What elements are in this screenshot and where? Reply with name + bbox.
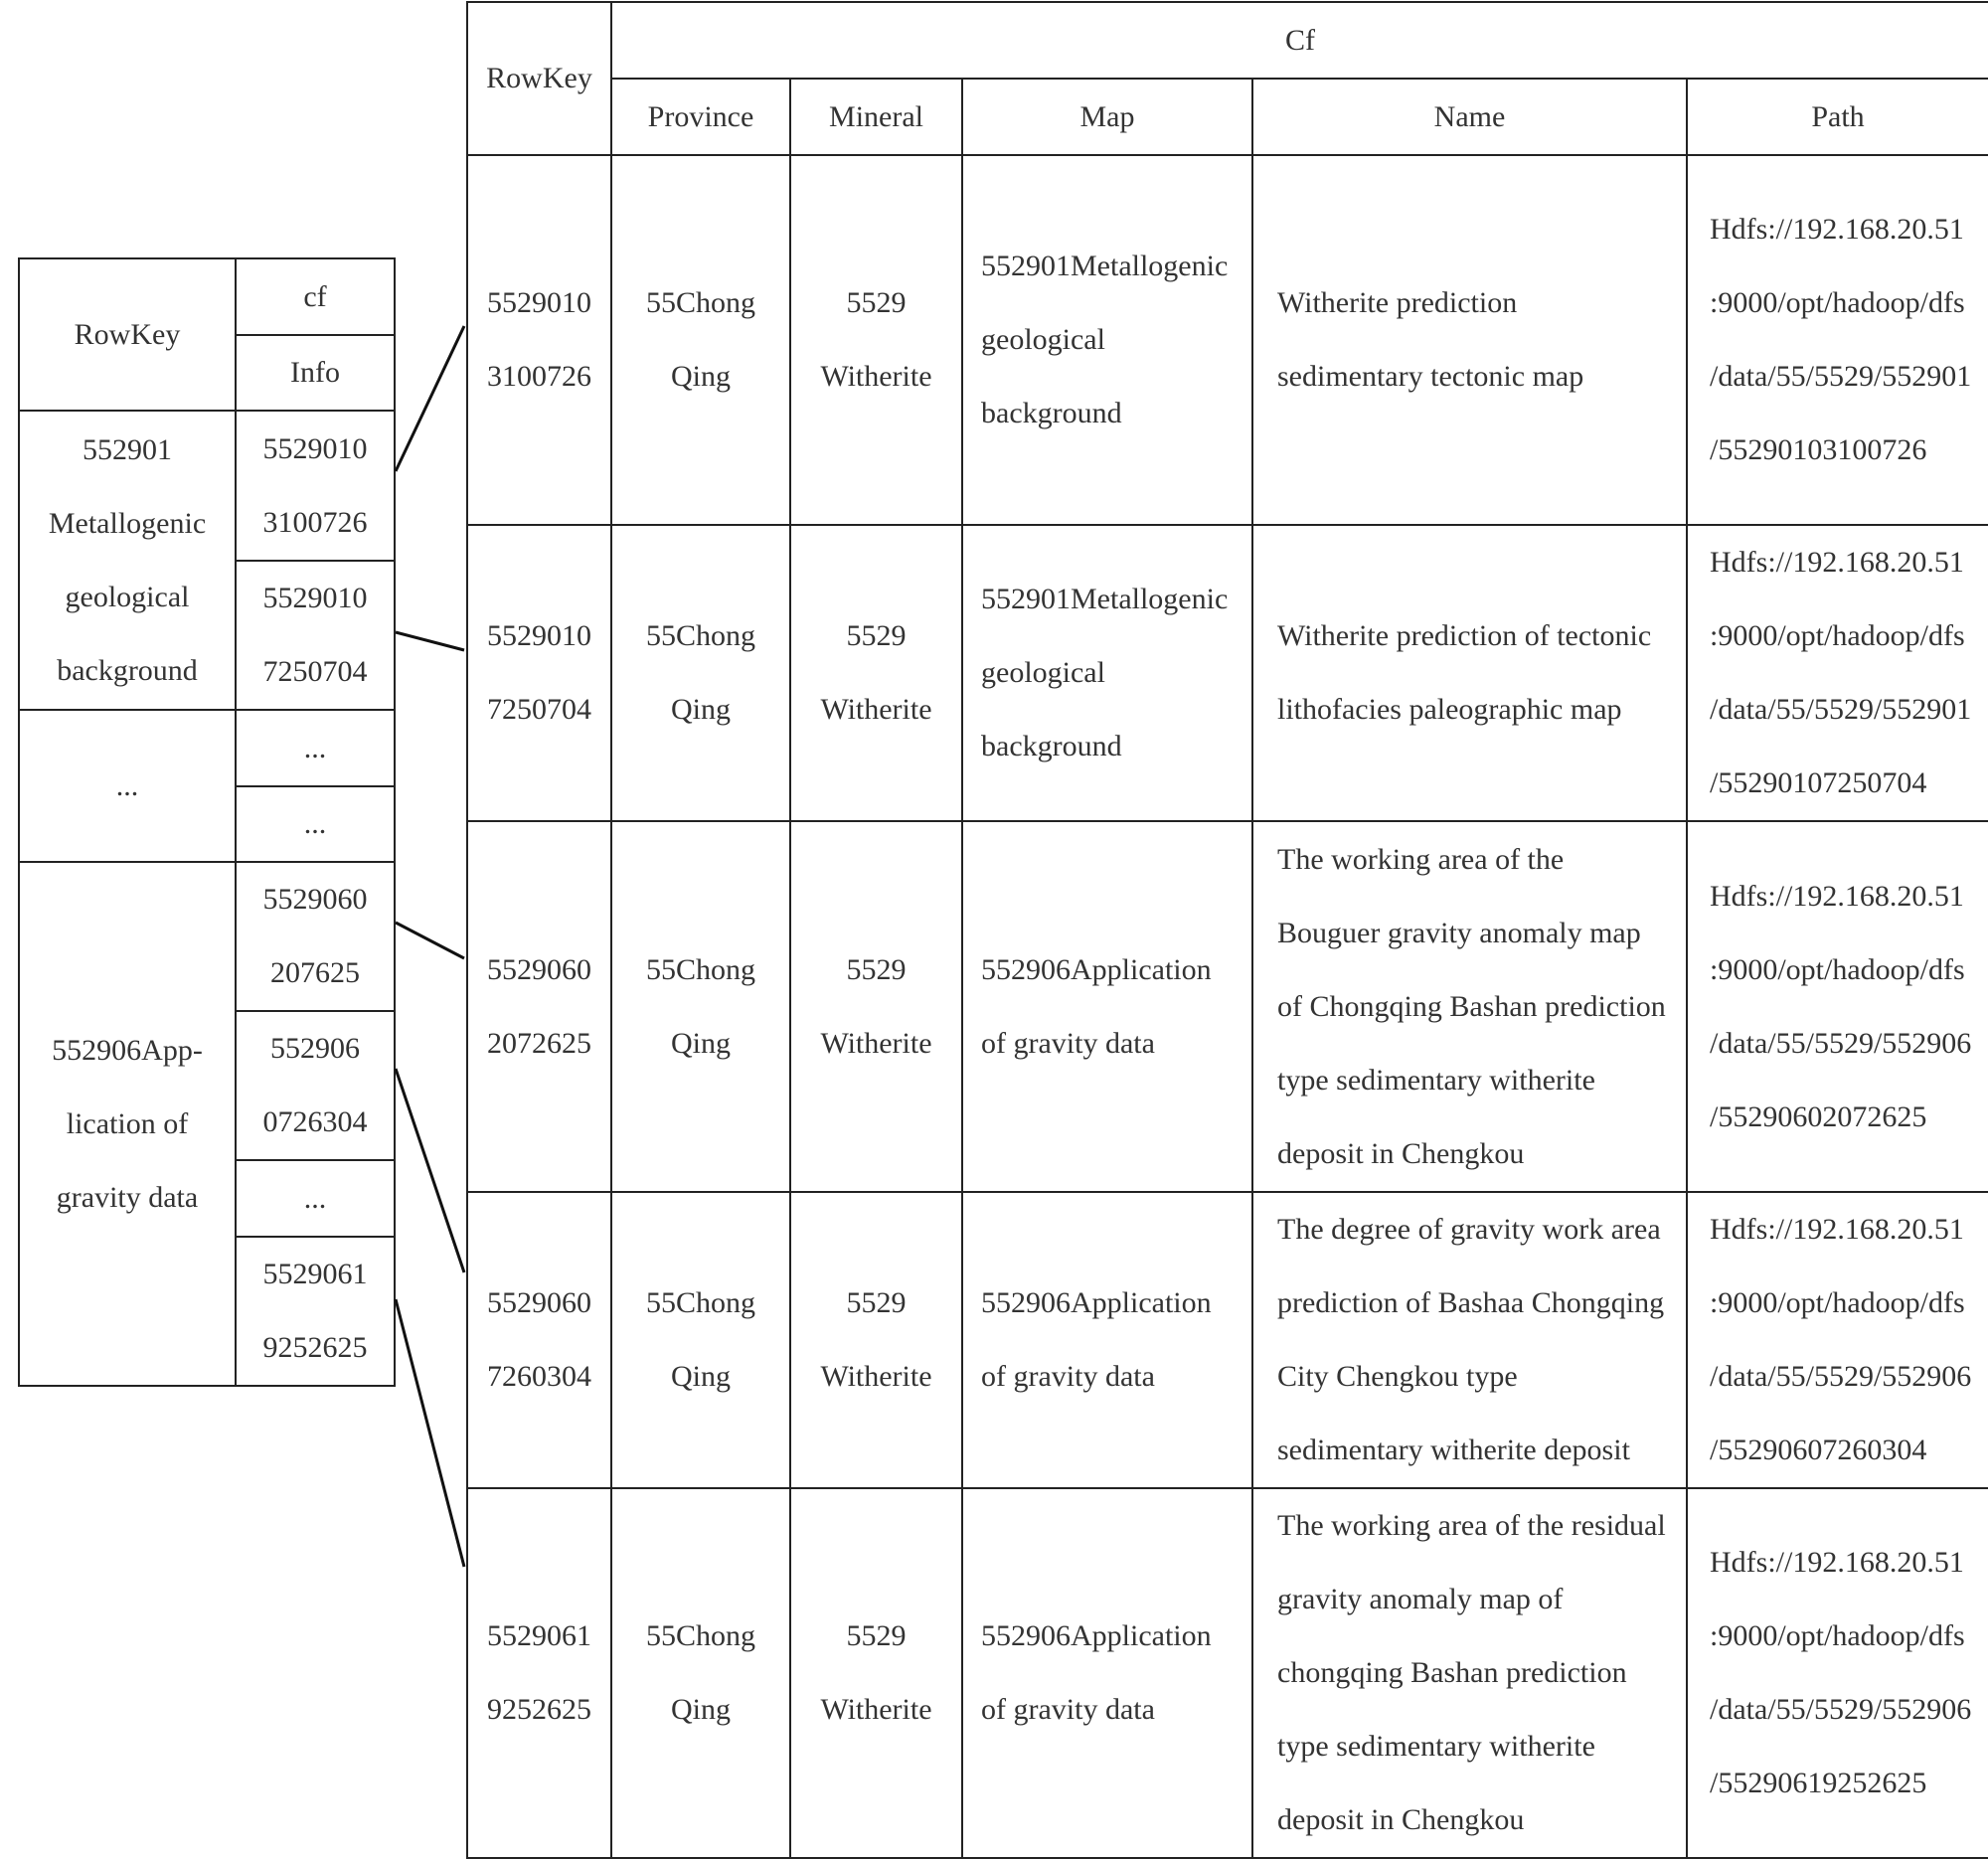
cell-line: background — [981, 730, 1122, 762]
header-cf: Cf — [611, 2, 1988, 79]
cell-line: of Chongqing Bashan prediction — [1277, 989, 1666, 1023]
info-cell-line: 5529010 — [262, 431, 368, 465]
info-cell-line: ... — [303, 807, 327, 840]
cell-line: City Chengkou type — [1277, 1360, 1518, 1393]
cell-line: /data/55/5529/552906 — [1710, 1026, 1972, 1060]
cell-line: Witherite — [820, 1360, 932, 1393]
column-header-name: Name — [1252, 79, 1687, 155]
cell-line: The working area of the — [1277, 842, 1565, 876]
cell-line: deposit in Chengkou — [1277, 1803, 1525, 1836]
cell-line: :9000/opt/hadoop/dfs — [1710, 619, 1965, 652]
info-cell-line: ... — [303, 1181, 327, 1215]
cell-line: of gravity data — [981, 1693, 1155, 1726]
cell-line: of gravity data — [981, 1360, 1155, 1393]
cell-line: Witherite — [820, 1693, 932, 1726]
info-cell-line: 0726304 — [262, 1105, 368, 1138]
cell-line: The working area of the residual — [1277, 1509, 1666, 1542]
group-label-line: ... — [115, 768, 139, 802]
cell-line: :9000/opt/hadoop/dfs — [1710, 286, 1965, 319]
cell-line: 7250704 — [487, 693, 591, 726]
cell-line: Qing — [671, 1693, 731, 1726]
cell-line: Hdfs://192.168.20.51 — [1710, 213, 1964, 246]
cell-line: geological — [981, 323, 1105, 356]
cell-line: Witherite — [820, 693, 932, 726]
cell-line: /55290107250704 — [1710, 766, 1927, 799]
group-label-line: background — [57, 653, 198, 687]
cell-line: 5529 — [846, 286, 907, 319]
cell-line: 9252625 — [487, 1693, 591, 1726]
cell-line: Bouguer gravity anomaly map — [1277, 916, 1641, 949]
cell-line: 552906Application — [981, 1286, 1212, 1319]
cell-line: sedimentary witherite deposit — [1277, 1434, 1630, 1466]
cell-line: 5529 — [846, 1619, 907, 1652]
info-cell-line: 5529010 — [262, 582, 368, 614]
cell-line: gravity anomaly map of — [1277, 1583, 1564, 1615]
cell-line: 55Chong — [645, 1286, 755, 1319]
column-header-mineral: Mineral — [790, 79, 962, 155]
cell-line: 3100726 — [487, 360, 591, 393]
column-header-province: Province — [611, 79, 790, 155]
connector-line — [396, 1069, 464, 1272]
cell-line: 5529060 — [487, 952, 591, 986]
cell-line: lithofacies paleographic map — [1277, 693, 1622, 726]
cell-line: Hdfs://192.168.20.51 — [1710, 879, 1964, 913]
group-label-line: geological — [65, 580, 190, 613]
header-rowkey: RowKey — [467, 2, 611, 155]
cell-line: The degree of gravity work area — [1277, 1213, 1661, 1246]
column-header-path: Path — [1687, 79, 1988, 155]
cell-line: type sedimentary witherite — [1277, 1063, 1595, 1097]
cell-line: :9000/opt/hadoop/dfs — [1710, 952, 1965, 986]
cell-line: /data/55/5529/552901 — [1710, 360, 1972, 393]
cell-line: :9000/opt/hadoop/dfs — [1710, 1286, 1965, 1319]
cell-line: Witherite — [820, 1026, 932, 1060]
cell-line: 2072625 — [487, 1026, 591, 1060]
cell-line: 5529 — [846, 619, 907, 652]
connector-line — [396, 326, 464, 471]
cell-line: :9000/opt/hadoop/dfs — [1710, 1619, 1965, 1652]
cell-line: 552906Application — [981, 952, 1212, 986]
cell-line: Witherite prediction of tectonic — [1277, 619, 1652, 652]
connector-line — [396, 632, 464, 650]
header-rowkey: RowKey — [19, 258, 236, 411]
group-label-line: 552906App- — [52, 1033, 203, 1067]
group-label-line: 552901 — [83, 432, 172, 466]
cell-line: prediction of Bashaa Chongqing — [1277, 1286, 1665, 1319]
cell-line: /55290602072625 — [1710, 1099, 1927, 1133]
cell-line: 55Chong — [645, 1619, 755, 1652]
cell-line: type sedimentary witherite — [1277, 1730, 1595, 1763]
cell-line: Qing — [671, 360, 731, 393]
header-info: Info — [236, 335, 395, 411]
cell-line: 5529 — [846, 952, 907, 986]
header-cf: cf — [236, 258, 395, 335]
cell-line: 5529060 — [487, 1286, 591, 1319]
connector-line — [396, 923, 464, 958]
cell-line: Qing — [671, 1360, 731, 1393]
cell-line: 55Chong — [645, 619, 755, 652]
cell-line: 552901Metallogenic — [981, 250, 1229, 282]
cell-line: 55Chong — [645, 952, 755, 986]
cell-line: geological — [981, 656, 1105, 689]
info-cell-line: 5529060 — [262, 883, 368, 916]
info-cell-line: 9252625 — [262, 1331, 368, 1364]
cell-line: Hdfs://192.168.20.51 — [1710, 1213, 1964, 1246]
cell-line: chongqing Bashan prediction — [1277, 1656, 1627, 1689]
column-header-map: Map — [962, 79, 1252, 155]
cell-line: /55290619252625 — [1710, 1767, 1927, 1799]
cell-line: Witherite prediction — [1277, 286, 1518, 319]
info-cell-line: 7250704 — [262, 655, 368, 688]
cell-line: sedimentary tectonic map — [1277, 360, 1584, 393]
info-cell-line: 552906 — [270, 1032, 360, 1065]
group-label-line: gravity data — [56, 1180, 199, 1214]
cell-line: 5529010 — [487, 286, 591, 319]
cell-line: /data/55/5529/552906 — [1710, 1360, 1972, 1393]
cell-line: 5529061 — [487, 1619, 591, 1652]
cell-line: Qing — [671, 693, 731, 726]
cell-line: /55290607260304 — [1710, 1434, 1927, 1466]
cell-line: 55Chong — [645, 286, 755, 319]
cell-line: /data/55/5529/552906 — [1710, 1693, 1972, 1726]
connector-line — [396, 1299, 464, 1567]
cell-line: 7260304 — [487, 1360, 591, 1393]
cell-line: Witherite — [820, 360, 932, 393]
group-label-line: Metallogenic — [48, 506, 207, 540]
cell-line: 5529 — [846, 1286, 907, 1319]
group-label-line: lication of — [66, 1106, 189, 1140]
cell-line: Hdfs://192.168.20.51 — [1710, 1546, 1964, 1579]
cell-line: 552906Application — [981, 1619, 1212, 1652]
info-cell-line: 207625 — [270, 956, 360, 989]
cell-line: 552901Metallogenic — [981, 583, 1229, 615]
info-cell-line: 5529061 — [262, 1258, 368, 1290]
cell-line: deposit in Chengkou — [1277, 1136, 1525, 1170]
info-cell-line: 3100726 — [262, 505, 368, 539]
cell-line: Qing — [671, 1026, 731, 1060]
cell-line: /data/55/5529/552901 — [1710, 693, 1972, 726]
cell-line: background — [981, 397, 1122, 429]
cell-line: Hdfs://192.168.20.51 — [1710, 546, 1964, 579]
cell-line: of gravity data — [981, 1026, 1155, 1060]
cell-line: 5529010 — [487, 619, 591, 652]
cell-line: /55290103100726 — [1710, 433, 1927, 466]
info-cell-line: ... — [303, 731, 327, 764]
